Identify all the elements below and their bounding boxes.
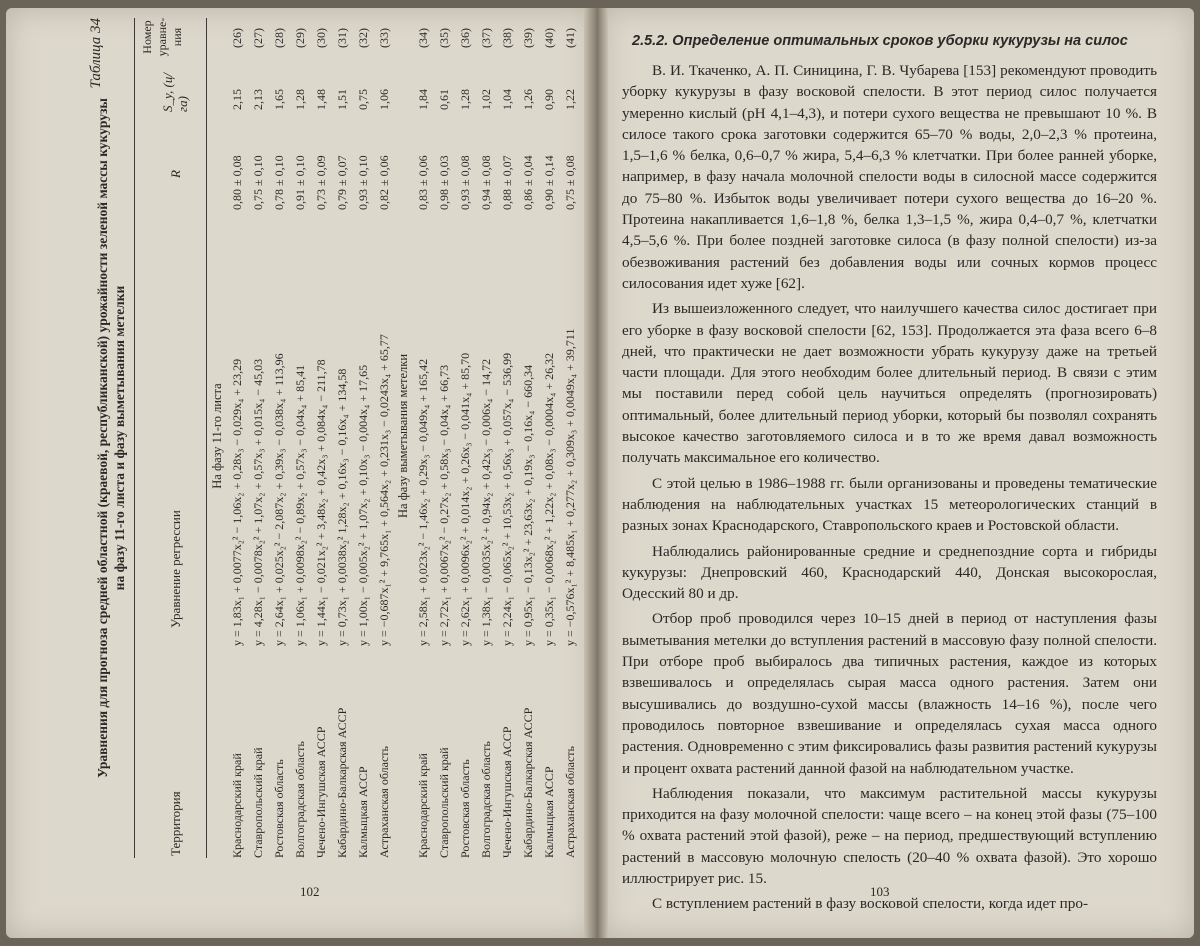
r-cell: 0,88 ± 0,07 [500,155,514,210]
equation-cell: y = 1,83x₁ + 0,0077x₂² − 1,06x₂ + 0,28x₃ − 0,029x₄ + 23,29 [230,358,244,646]
equation-cell: y = 4,28x₁ − 0,0078x₂² + 1,07x₂ + 0,57x₃ + 0,015x₄ − 45,03 [251,358,265,646]
equation-cell: y = 1,00x₁ − 0,005x₂² + 1,07x₂ + 0,10x₃ − 0,004x₄ + 17,65 [356,364,370,646]
equation-number-cell: (41) [563,28,577,48]
paragraph: С этой целью в 1986–1988 гг. были организованы и проведены тематические наблюдения на наблюдательных участках 15 метеорологических станций в разных зонах Краснодарского, Ставропольского краев и Ростовской области. [622,474,1157,535]
r-cell: 0,98 ± 0,03 [437,155,451,210]
table-row [375,18,394,858]
table-row [414,18,433,858]
sy-cell: 1,48 [314,89,328,110]
sy-cell: 1,28 [293,89,307,110]
table-row [456,18,475,858]
table-row [228,18,247,858]
table-row [561,18,580,858]
sy-cell: 2,13 [251,89,265,110]
section-phase-11-leaf: На фазу 11-го листа [210,383,224,489]
table-row [519,18,538,858]
header-r: R [168,170,183,178]
sy-cell: 1,51 [335,89,349,110]
header-sy: S_y, (ц/га) [160,73,190,112]
table-row [477,18,496,858]
equation-cell: y = −0,687x₁² + 9,765x₁ + 0,564x₂ + 0,231x₃ − 0,0243x₄ + 65,77 [377,334,391,646]
r-cell: 0,83 ± 0,06 [416,155,430,210]
header-top-rule [134,18,135,858]
header-number: Номер уравне-ния [140,17,184,57]
equation-cell: y = 2,72x₁ + 0,0067x₂² − 0,27x₂ + 0,58x₃ − 0,04x₄ + 66,73 [437,364,451,646]
table-label: Таблица 34 [88,18,104,89]
sy-cell: 0,90 [542,89,556,110]
r-cell: 0,86 ± 0,04 [521,155,535,210]
territory-cell: Ростовская область [458,759,472,858]
equation-cell: y = 2,24x₁ − 0,065x₂² + 10,53x₂ + 0,56x₃ + 0,057x₄ − 536,99 [500,352,514,646]
territory-cell: Астраханская область [563,746,577,858]
table-title-line2: на фазу 11-го листа и фазу выметывания метелки [112,285,127,591]
paragraph: Из вышеизложенного следует, что наилучшего качества силос достигает при его уборке в фазу восковой спелости [62, 153]. Продолжается эта фаза всего 6–8 дней, что практически не дает возможности убрать кукурузу даже на третьей части площади. Для этого необходим более длительный период. В связи с этим мы поставили перед собой цель научиться определять (прогнозировать) оптимальный, более длительный период уборки, который бы позволял сохранять высокое качество заготовляемого силоса и в то же время давал возможность получать максимальное его количество. [622,300,1157,467]
equation-cell: y = 1,38x₁ − 0,0035x₂² + 0,94x₂ + 0,42x₃ − 0,006x₄ − 14,72 [479,358,493,646]
territory-cell: Калмыцкая АССР [356,766,370,858]
sy-cell: 1,22 [563,89,577,110]
paragraph: Наблюдались районированные средние и среднепоздние сорта и гибриды кукурузы: Днепровский 460, Краснодарский 440, Донская высокорослая, Одесский 80 и др. [622,542,1157,603]
table-row [333,18,352,858]
territory-cell: Волгоградская область [479,741,493,858]
equation-cell: y = 2,62x₁ + 0,0096x₂² + 0,014x₂ + 0,26x₃ − 0,041x₄ + 85,70 [458,352,472,646]
book-gutter [584,8,608,938]
sy-cell: 1,04 [500,89,514,110]
territory-cell: Астраханская область [377,746,391,858]
header-equation: Уравнение регрессии [168,510,183,628]
sy-cell: 1,06 [377,89,391,110]
paragraph: С вступлением растений в фазу восковой спелости, когда идет про- [652,895,1089,913]
equation-cell: y = −0,576x₁² + 8,485x₁ + 0,277x₂ + 0,309x₃ + 0,0049x₄ + 39,711 [563,328,577,646]
equation-number-cell: (35) [437,28,451,48]
territory-cell: Ставропольский край [251,747,265,858]
r-cell: 0,82 ± 0,06 [377,155,391,210]
table-row [291,18,310,858]
equation-cell: y = 1,06x₁ + 0,0098x₂² − 0,89x₂ + 0,57x₃ − 0,04x₄ + 85,41 [293,364,307,646]
equation-number-cell: (28) [272,28,286,48]
table-row [540,18,559,858]
sy-cell: 1,02 [479,89,493,110]
body-text [622,60,1157,919]
territory-cell: Чечено-Ингушская АССР [314,726,328,858]
equation-number-cell: (31) [335,28,349,48]
r-cell: 0,93 ± 0,08 [458,155,472,210]
equation-cell: y = 0,35x₁ − 0,0068x₂² + 1,22x₂ + 0,08x₃ − 0,0004x₄ + 26,32 [542,352,556,646]
equation-number-cell: (29) [293,28,307,48]
equation-cell: y = 1,44x₁ − 0,021x₂² + 3,48x₂ + 0,42x₃ + 0,084x₄ − 211,78 [314,359,328,646]
territory-cell: Краснодарский край [230,753,244,858]
r-cell: 0,91 ± 0,10 [293,155,307,210]
sy-cell: 2,15 [230,89,244,110]
table-row [498,18,517,858]
equation-number-cell: (30) [314,28,328,48]
equation-number-cell: (32) [356,28,370,48]
table-row [312,18,331,858]
page-number-left: 102 [300,884,320,899]
rotated-table [10,8,577,868]
equation-number-cell: (38) [500,28,514,48]
equation-number-cell: (33) [377,28,391,48]
equation-number-cell: (27) [251,28,265,48]
r-cell: 0,75 ± 0,10 [251,155,265,210]
territory-cell: Кабардино-Балкарская АССР [335,707,349,858]
section-title: 2.5.2. Определение оптимальных сроков уборки кукурузы на силос [632,33,1128,49]
page-number-right: 103 [870,884,890,899]
territory-cell: Чечено-Ингушская АССР [500,726,514,858]
territory-cell: Калмыцкая АССР [542,766,556,858]
equation-cell: y = 2,64x₁ + 0,025x₂² − 2,087x₂ + 0,39x₃ − 0,038x₄ + 113,96 [272,353,286,646]
sy-cell: 1,84 [416,89,430,110]
table-row [249,18,268,858]
r-cell: 0,73 ± 0,09 [314,155,328,210]
paragraph: В. И. Ткаченко, А. П. Синицина, Г. В. Чубарева [153] рекомендуют проводить уборку кукурузы в фазу восковой спелости. В этот период силос получается умеренно кислый (pH 4,1–4,3), и потери сухого вещества не превышают 10 %. В силосе такого срока заготовки содержится 65–70 % воды, 2,0–2,3 % протеина, 1,5–1,6 % белка, 0,6–0,7 % жира, 5,4–6,3 % клетчатки. При более ранней уборке, например, в фазу начала молочной спелости воды в силосной массе содержится до 75–80 %. Избыток воды увеличивает потери сухого вещества до 16–20 %. Протеина накапливается 1,6–1,8 %, белка 1,3–1,5 %, жира 0,4–0,7 %, клетчатки 4,5–5,6 %. При более поздней заготовке силоса (в фазу полной спелости) из-за обезвоживания растений без добавления воды или сочных кормов процесс силосования идет хуже [62]. [622,62,1157,292]
table-row [435,18,454,858]
r-cell: 0,78 ± 0,10 [272,155,286,210]
table-title [94,18,128,858]
header-bottom-rule [206,18,207,858]
r-cell: 0,79 ± 0,07 [335,155,349,210]
equation-cell: y = 0,95x₁ − 0,13x₂² + 23,63x₂ + 0,19x₃ − 0,16x₄ − 660,34 [521,364,535,646]
sy-cell: 0,75 [356,89,370,110]
territory-cell: Краснодарский край [416,753,430,858]
equation-cell: y = 2,58x₁ + 0,023x₂² − 1,46x₂ + 0,29x₃ − 0,049x₄ + 165,42 [416,358,430,646]
territory-cell: Ростовская область [272,759,286,858]
table-row [270,18,289,858]
territory-cell: Кабардино-Балкарская АССР [521,707,535,858]
equation-number-cell: (34) [416,28,430,48]
table-title-line1: Уравнения для прогноза средней областной (краевой, республиканской) урожайности зеленой массы кукурузы [95,98,110,778]
header-territory: Территория [168,791,183,856]
sy-cell: 0,61 [437,89,451,110]
territory-cell: Ставропольский край [437,747,451,858]
r-cell: 0,93 ± 0,10 [356,155,370,210]
r-cell: 0,90 ± 0,14 [542,155,556,210]
paragraph: Отбор проб проводился через 10–15 дней в период от наступления фазы выметывания метелки до вступления растений в массовую фазу полной спелости. При отборе проб выбиралось два типичных растения, каждое из которых взвешивалось и определялась сырая масса одного растения. Затем они высушивались до воздушно-сухой массы (влажность 14–16 %), после чего проводилось повторное взвешивание и определялась сухая масса одного растения. Одновременно с этим фиксировались фазы развития растений кукурузы и процент охвата растений данной фазой на наблюдательном участке. [622,610,1157,777]
equation-number-cell: (26) [230,28,244,48]
equation-number-cell: (40) [542,28,556,48]
table-row [354,18,373,858]
paragraph: Наблюдения показали, что максимум растительной массы кукурузы приходится на фазу молочной спелости: чаще всего – на конец этой фазы (75–100 % охвата растений этой фазой), реже – на период, предшествующий вступлению растений в массовую молочную спелость (20–40 % охвата фазой). Это хорошо иллюстрирует рис. 15. [622,784,1157,887]
equation-number-cell: (39) [521,28,535,48]
r-cell: 0,75 ± 0,08 [563,155,577,210]
equation-cell: y = 0,73x₁ + 0,0038x₂² 1,28x₂ + 0,16x₃ − 0,16x₄ + 134,58 [335,368,349,646]
r-cell: 0,80 ± 0,08 [230,155,244,210]
equation-number-cell: (36) [458,28,472,48]
sy-cell: 1,28 [458,89,472,110]
equation-number-cell: (37) [479,28,493,48]
r-cell: 0,94 ± 0,08 [479,155,493,210]
sy-cell: 1,26 [521,89,535,110]
section-phase-tasseling: На фазу выметывания метелки [396,353,410,519]
territory-cell: Волгоградская область [293,741,307,858]
sy-cell: 1,65 [272,89,286,110]
